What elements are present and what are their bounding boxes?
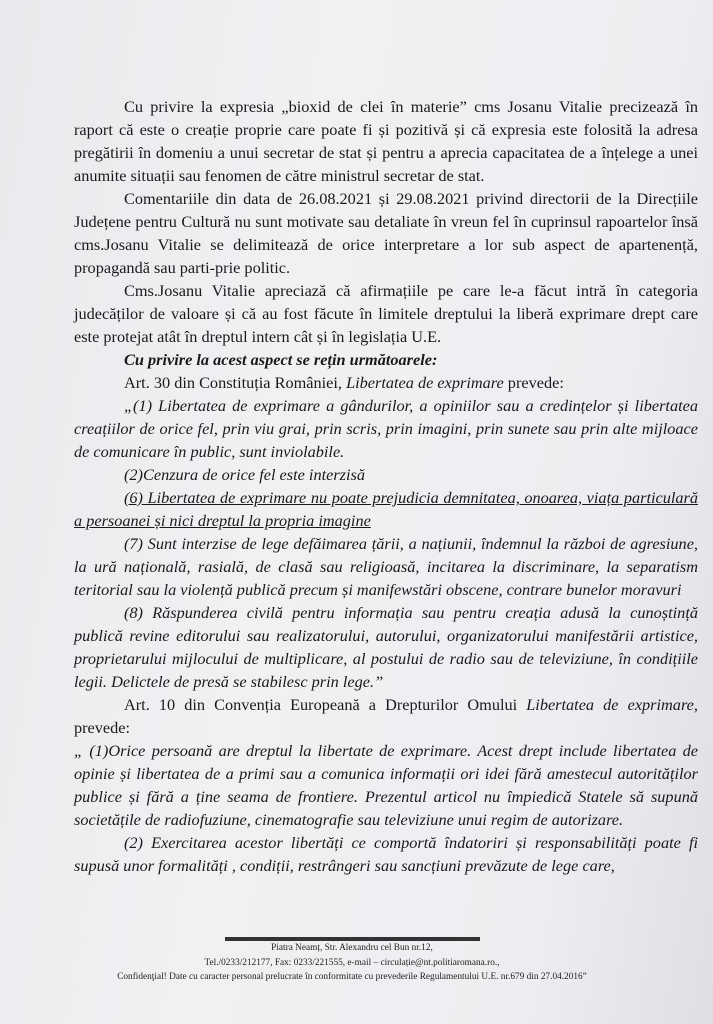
paragraph-comentarii: Comentariile din data de 26.08.2021 și 29.08.2021 privind directorii de la Direcțiile Județene pentru Cultură nu sunt motivate sau detaliate în vreun fel în cuprinsul rapoartelor însă cms.Josanu Vitalie se delimitează de orice interpretare a lor sub aspect de apartenență, propagandă sau parti-prie politic. <box>74 189 698 277</box>
convention-quote-2: (2) Exercitarea acestor libertăți ce comportă îndatoriri și responsabilități poate fi supusă unor formalități , condiții, restrângeri sau sancțiuni prevăzute de lege care, <box>74 833 698 875</box>
art30-verb: prevede: <box>507 373 564 392</box>
art10-verb: prevede: <box>74 718 131 737</box>
art30-title: Libertatea de exprimare <box>346 373 504 392</box>
footer-contact: Tel./0233/212177, Fax: 0233/221555, e-mail – circulație@nt.politiaromana.ro., <box>204 958 500 968</box>
paragraph-judecati-valoare: Cms.Josanu Vitalie apreciază că afirmațiile pe care le-a făcut intră în categoria judecăților de valoare și că au fost făcute în limitele dreptului la liberă exprimare drept care este protejat atât în dreptul intern cât și în legislația U.E. <box>74 281 698 346</box>
constitution-quote-1: „(1) Libertatea de exprimare a gândurilor, a opiniilor sau a credințelor și libertatea creațiilor de orice fel, prin viu grai, prin scris, prin imagini, prin sunete sau prin alte mijloace de comunicare în public, sunt inviolabile. <box>74 396 698 461</box>
art10-intro: Art. 10 din Convenția Europeană a Drepturilor Omului <box>124 695 518 714</box>
footer-address: Piatra Neamț, Str. Alexandru cel Bun nr.12, <box>271 943 433 953</box>
constitution-quote-7: (7) Sunt interzise de lege defăimarea țării, a națiunii, îndemnul la război de agresiune, la ură națională, rasială, de clasă sau religioasă, incitarea la discriminare, la separatism teritorial sau la violență publică precum și manifewstări obscene, contrare bunelor moravuri <box>74 534 698 599</box>
art10-title: Libertatea de exprimare, <box>526 695 698 714</box>
convention-quote-1: „ (1)Orice persoană are dreptul la libertate de exprimare. Acest drept include libertatea de opinie și libertatea de a primi sau a comunica informații ori idei fără amestecul autorităților publice și fără a ține seama de frontiere. Prezentul articol nu împiedică Statele să supună societățile de radiofuziune, cinematografie sau televiziune unui regim de autorizare. <box>74 741 698 829</box>
art10-line <box>74 693 698 739</box>
constitution-quote-8: (8) Răspunderea civilă pentru informația sau pentru creația adusă la cunoștință publică revine editorului sau realizatorului, autorului, organizatorului manifestării artistice, proprietarului mijlocului de multiplicare, al postului de radio sau de televiziune, în condițiile legii. Delictele de presă se stabilesc prin lege.” <box>74 603 698 691</box>
document-body <box>74 95 698 877</box>
art30-line <box>74 371 698 394</box>
constitution-quote-2: (2)Cenzura de orice fel este interzisă <box>124 465 366 484</box>
constitution-quote-6: (6) Libertatea de exprimare nu poate prejudicia demnitatea, onoarea, viața particulară a persoanei și nici dreptul la propria imagine <box>74 488 698 530</box>
paragraph-bioxid: Cu privire la expresia „bioxid de clei în materie” cms Josanu Vitalie precizează în raport că este o creație proprie care poate fi și pozitivă și că expresia este folosită la adresa pregătirii în domeniu a unui secretar de stat și pentru a aprecia capacitatea de a înțelege a unei anumite situații sau fenomen de către ministrul secretar de stat. <box>74 97 698 185</box>
footer-confidential: Confidenţial! Date cu caracter personal prelucrate în conformitate cu prevederile Regulamentului U.E. nr.679 din 27.04.2016” <box>117 972 587 982</box>
section-heading: Cu privire la acest aspect se rețin următoarele: <box>124 350 438 369</box>
art30-intro: Art. 30 din Constituția României, <box>124 373 342 392</box>
